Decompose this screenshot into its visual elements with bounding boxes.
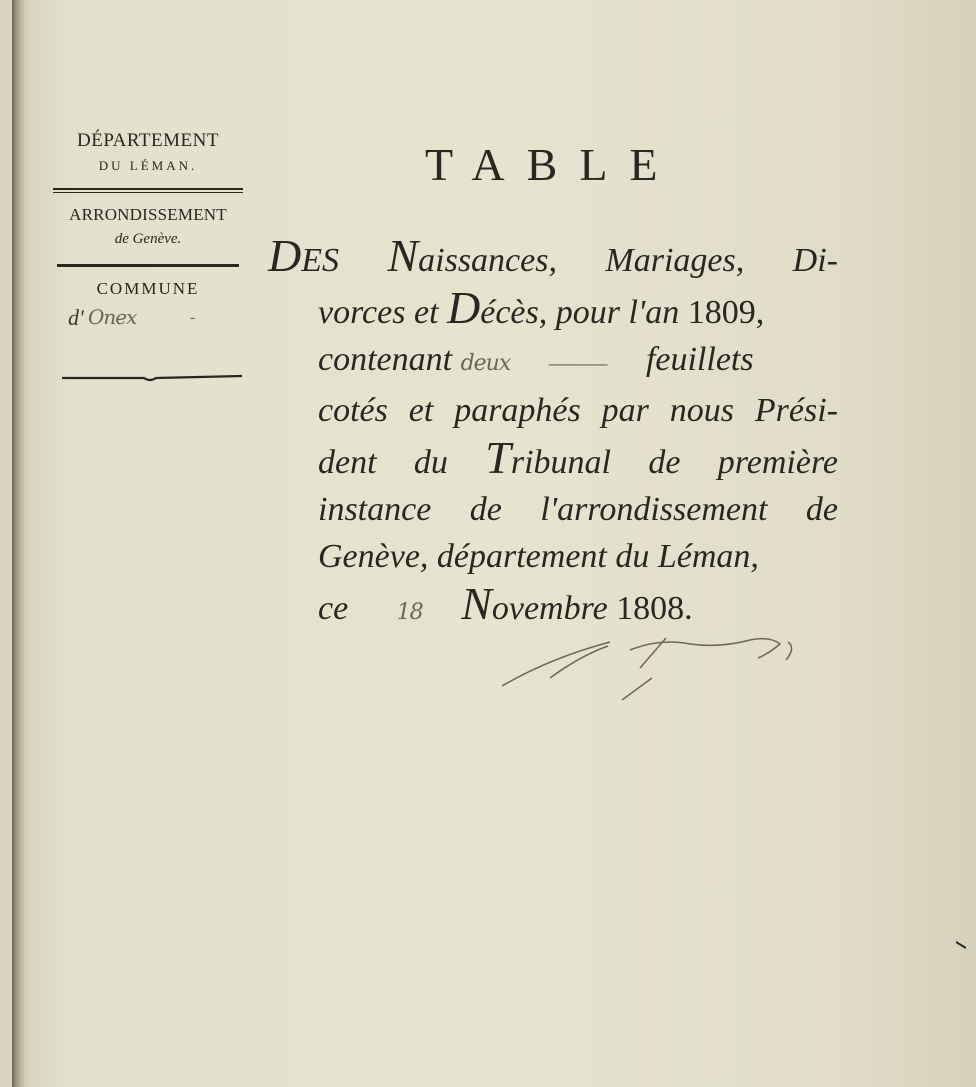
commune-dash: - bbox=[190, 309, 196, 326]
president-signature bbox=[490, 628, 810, 708]
text-line-3: contenant deux ——— feuillets bbox=[318, 341, 754, 378]
binding-edge bbox=[12, 0, 26, 1087]
departement-heading: DÉPARTEMENT bbox=[77, 130, 219, 151]
commune-entry bbox=[52, 303, 244, 339]
commune-heading: COMMUNE bbox=[96, 279, 200, 298]
commune-handwritten-name: Onex bbox=[88, 305, 137, 329]
thick-rule-divider bbox=[57, 264, 239, 267]
register-sidebar bbox=[52, 130, 244, 339]
page-title: TABLE bbox=[425, 139, 680, 190]
text-line-4: cotés et paraphés par nous Prési- bbox=[318, 392, 838, 429]
text-line-6: instance de l'arrondissement de bbox=[318, 491, 838, 528]
text-line-7: Genève, département du Léman, bbox=[318, 538, 759, 575]
arrondissement-name: de Genève. bbox=[114, 231, 182, 247]
corner-mark bbox=[956, 940, 966, 950]
handwritten-sheet-count: deux bbox=[460, 351, 511, 376]
certification-text bbox=[268, 232, 838, 636]
text-line-1: DES Naissances, Mariages, Di- bbox=[268, 230, 838, 281]
text-line-5: dent du Tribunal de première bbox=[318, 432, 839, 483]
handwritten-day: 18 bbox=[396, 600, 423, 625]
arrondissement-heading: ARRONDISSEMENT bbox=[69, 205, 227, 224]
text-line-2: vorces et Décès, pour l'an 1809, bbox=[318, 282, 765, 333]
double-rule-divider bbox=[53, 188, 243, 193]
text-line-8: ce 18 Novembre 1808. bbox=[318, 578, 693, 629]
commune-prefix: d' bbox=[68, 305, 84, 330]
departement-name: DU LÉMAN. bbox=[98, 158, 198, 173]
ornamental-rule bbox=[60, 370, 244, 384]
